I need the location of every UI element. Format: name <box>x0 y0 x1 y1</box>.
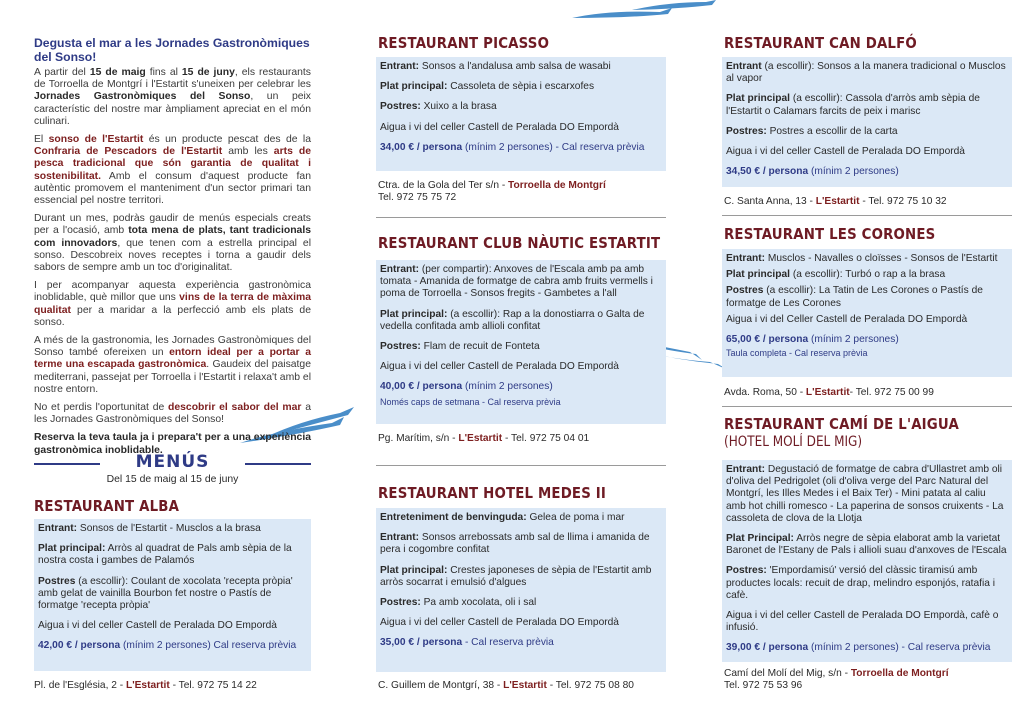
menu-box-les-corones <box>722 249 1012 377</box>
menu-line: Plat principal: Arròs al quadrat de Pals amb sèpia de la nostra costa i gambes de Palamós <box>38 543 292 567</box>
menu-line: Entrant: Musclos - Navalles o cloïsses - Sonsos de l'Estartit <box>726 253 998 264</box>
divider <box>376 465 666 466</box>
restaurant-title: RESTAURANT CAMÍ DE L'AIGUA <box>724 415 960 433</box>
divider <box>722 215 1012 216</box>
menu-line: Aigua i vi del celler Castell de Peralada DO Empordà <box>38 620 277 632</box>
menu-box-can-dalfo <box>722 57 1012 187</box>
menu-box-picasso <box>376 57 666 171</box>
intro-paragraph: Durant un mes, podràs gaudir de menús especials creats per a l'ocasió, amb tota mena de plats, tant tradicionals com innovadors, que tenen com a estrella principal el sonso. Descobreix noves receptes i torna a gaudir dels sabors de sempre amb un toc d'originalitat. <box>34 213 311 274</box>
restaurant-address: Ctra. de la Gola del Ter s/n - Torroella de Montgrí Tel. 972 75 75 72 <box>378 180 606 204</box>
menu-price: 34,00 € / persona (mínim 2 persones) - Cal reserva prèvia <box>380 141 645 153</box>
menu-line: Aigua i vi del celler Castell de Peralada DO Empordà <box>726 146 965 158</box>
menu-line: Postres (a escollir): Coulant de xocolata 'recepta pròpia' amb gelat de vainilla Bourbon fet nostre o Pastís de formatge 'recepta pròpia' <box>38 575 293 612</box>
menu-line: Entrant: Degustació de formatge de cabra d'Ullastret amb oli d'oliva del Pedrigolet (oli d'oliva verge del Parc Natural del Montgrí, les Illes Medes i el Baix Ter) - Mini patata al caliu amb hot chilli romesco - La paperina de sonsos cruixents - La cassoleta de clova de la Llotja <box>726 464 1004 524</box>
restaurant-address: Camí del Molí del Mig, s/n - Torroella de Montgrí Tel. 972 75 53 96 <box>724 668 949 692</box>
menu-line: Postres: Flam de recuit de Fonteta <box>380 341 540 353</box>
menu-line: Plat principal: Crestes japoneses de sèpia de l'Estartit amb arròs socarrat i emulsió d'algues <box>380 564 652 588</box>
restaurant-title: RESTAURANT CAN DALFÓ <box>724 34 917 52</box>
menu-price: 34,50 € / persona (mínim 2 persones) <box>726 166 899 178</box>
intro-section <box>34 36 311 463</box>
divider <box>376 217 666 218</box>
menu-price: 40,00 € / persona (mínim 2 persones) <box>380 381 553 393</box>
restaurant-address: Pl. de l'Església, 2 - L'Estartit - Tel. 972 75 14 22 <box>34 680 257 691</box>
menu-line: Plat Principal: Arròs negre de sèpia elaborat amb la varietat Baronet de l'Estany de Pals i allioli suau d'anxoves de l'Escala <box>726 533 1007 557</box>
menu-line: Plat principal: (a escollir): Rap a la donostiarra o Galta de vedella confitada amb allioli confitat <box>380 308 645 332</box>
restaurant-subtitle: (HOTEL MOLÍ DEL MIG) <box>724 434 863 450</box>
menu-line: Entrant (a escollir): Sonsos a la manera tradicional o Musclos al vapor <box>726 61 1006 85</box>
intro-paragraph: A partir del 15 de maig fins al 15 de juny, els restaurants de Torroella de Montgrí i l'Estartit s'uneixen per celebrar les Jornades Gastronòmiques del Sonso, un peix característic del nostre mar àmpliament apreciat en el món culinari. <box>34 67 312 127</box>
restaurant-address: Avda. Roma, 50 - L'Estartit- Tel. 972 75 00 99 <box>724 387 934 398</box>
divider <box>722 406 1012 407</box>
intro-paragraph: No et perdis l'oportunitat de descobrir el sabor del mar a les Jornades Gastronòmiques del Sonso! <box>34 402 311 426</box>
menus-title: MENÚS <box>135 452 210 472</box>
fish-decoration-top <box>568 0 718 22</box>
intro-paragraph: I per acompanyar aquesta experiència gastronòmica inoblidable, què millor que uns vins de la terra de màxima qualitat per a maridar a la perfecció amb els plats de sonso. <box>34 280 311 328</box>
menu-note: Taula completa - Cal reserva prèvia <box>726 348 868 359</box>
menus-heading <box>34 452 311 485</box>
menu-price: 35,00 € / persona - Cal reserva prèvia <box>380 637 554 649</box>
menu-box-cami-aigua <box>722 460 1012 662</box>
menu-line: Entreteniment de benvinguda: Gelea de poma i mar <box>380 512 625 523</box>
menu-line: Entrant: Sonsos a l'andalusa amb salsa de wasabi <box>380 61 611 72</box>
restaurant-title: RESTAURANT ALBA <box>34 497 180 515</box>
restaurant-address: C. Santa Anna, 13 - L'Estartit - Tel. 972 75 10 32 <box>724 196 947 207</box>
menu-price: 65,00 € / persona (mínim 2 persones) <box>726 334 899 346</box>
menu-line: Entrant: (per compartir): Anxoves de l'Escala amb pa amb tomata - Amanida de formatge de cabra amb fruits vermells i poma de Torroella - Sonsos fregits - Gambetes a l'all <box>380 264 653 300</box>
menu-line: Aigua i vi del celler Castell de Peralada DO Empordà <box>380 617 619 629</box>
restaurant-title: RESTAURANT HOTEL MEDES II <box>378 484 607 502</box>
menu-line: Plat principal (a escollir): Turbó o rap a la brasa <box>726 269 946 281</box>
restaurant-title: RESTAURANT PICASSO <box>378 34 550 52</box>
menu-line: Entrant: Sonsos arrebossats amb sal de llima i amanida de pera i cogombre confitat <box>380 532 650 556</box>
restaurant-address: Pg. Marítim, s/n - L'Estartit - Tel. 972 75 04 01 <box>378 433 590 444</box>
intro-cta: Reserva la teva taula ja i prepara't per a una experiència gastronòmica inoblidable. <box>34 432 311 456</box>
menu-line: Entrant: Sonsos de l'Estartit - Musclos a la brasa <box>38 523 261 534</box>
intro-paragraph: A més de la gastronomia, les Jornades Gastronòmiques del Sonso també ofereixen un entorn ideal per a portar a terme una escapada gastronòmica. Gaudeix del paisatge mediterrani, passejat per Torroella i l'Estartit i relaxa't amb el nostre entorn. <box>34 335 311 395</box>
menu-box-club-nautic <box>376 260 666 424</box>
menu-box-alba <box>34 519 311 671</box>
menu-line: Aigua i vi del celler Castell de Peralada DO Empordà <box>380 361 619 373</box>
menu-line: Postres: 'Empordamisú' versió del clàssic tiramisú amb productes locals: recuit de drap, melindro esponjós, ratafia i cafè. <box>726 565 995 601</box>
menu-price: 42,00 € / persona (mínim 2 persones) Cal reserva prèvia <box>38 640 297 652</box>
restaurant-address: C. Guillem de Montgrí, 38 - L'Estartit - Tel. 972 75 08 80 <box>378 680 634 691</box>
menu-line: Postres: Pa amb xocolata, oli i sal <box>380 597 537 609</box>
menu-price: 39,00 € / persona (mínim 2 persones) - Cal reserva prèvia <box>726 642 991 654</box>
menu-note: Només caps de setmana - Cal reserva prèvia <box>380 396 561 407</box>
intro-paragraph: El sonso de l'Estartit és un producte pescat des de la Confraria de Pescadors de l'Estartit amb les arts de pesca tradicional que són garantia de qualitat i sostenibilitat. Amb el consum d'aquest producte fan autèntic promovem el manteniment d'un sector primari tan essencial pel nostre territori. <box>34 134 312 207</box>
menu-line: Aigua i vi del celler Castell de Peralada DO Empordà, cafè o infusió. <box>726 610 999 634</box>
menu-line: Aigua i vi del celler Castell de Peralada DO Empordà <box>380 121 619 133</box>
menu-line: Aigua i vi del Celler Castell de Peralada DO Empordà <box>726 313 968 325</box>
menus-dates: Del 15 de maig al 15 de juny <box>106 474 239 485</box>
menu-line: Postres: Postres a escollir de la carta <box>726 125 898 137</box>
menu-box-hotel-medes <box>376 508 666 672</box>
menu-line: Postres (a escollir): La Tatin de Les Corones o Pastís de formatge de Les Corones <box>726 285 983 309</box>
restaurant-title: RESTAURANT LES CORONES <box>724 225 936 243</box>
menu-line: Postres: Xuixo a la brasa <box>380 101 497 113</box>
menu-line: Plat principal: Cassoleta de sèpia i escarxofes <box>380 81 595 93</box>
restaurant-title: RESTAURANT CLUB NÀUTIC ESTARTIT <box>378 234 661 252</box>
menu-line: Plat principal (a escollir): Cassola d'arròs amb sèpia de l'Estartit o Calamars farcits de peix i marisc <box>726 93 980 117</box>
intro-title: Degusta el mar a les Jornades Gastronòmiques del Sonso! <box>34 36 310 64</box>
